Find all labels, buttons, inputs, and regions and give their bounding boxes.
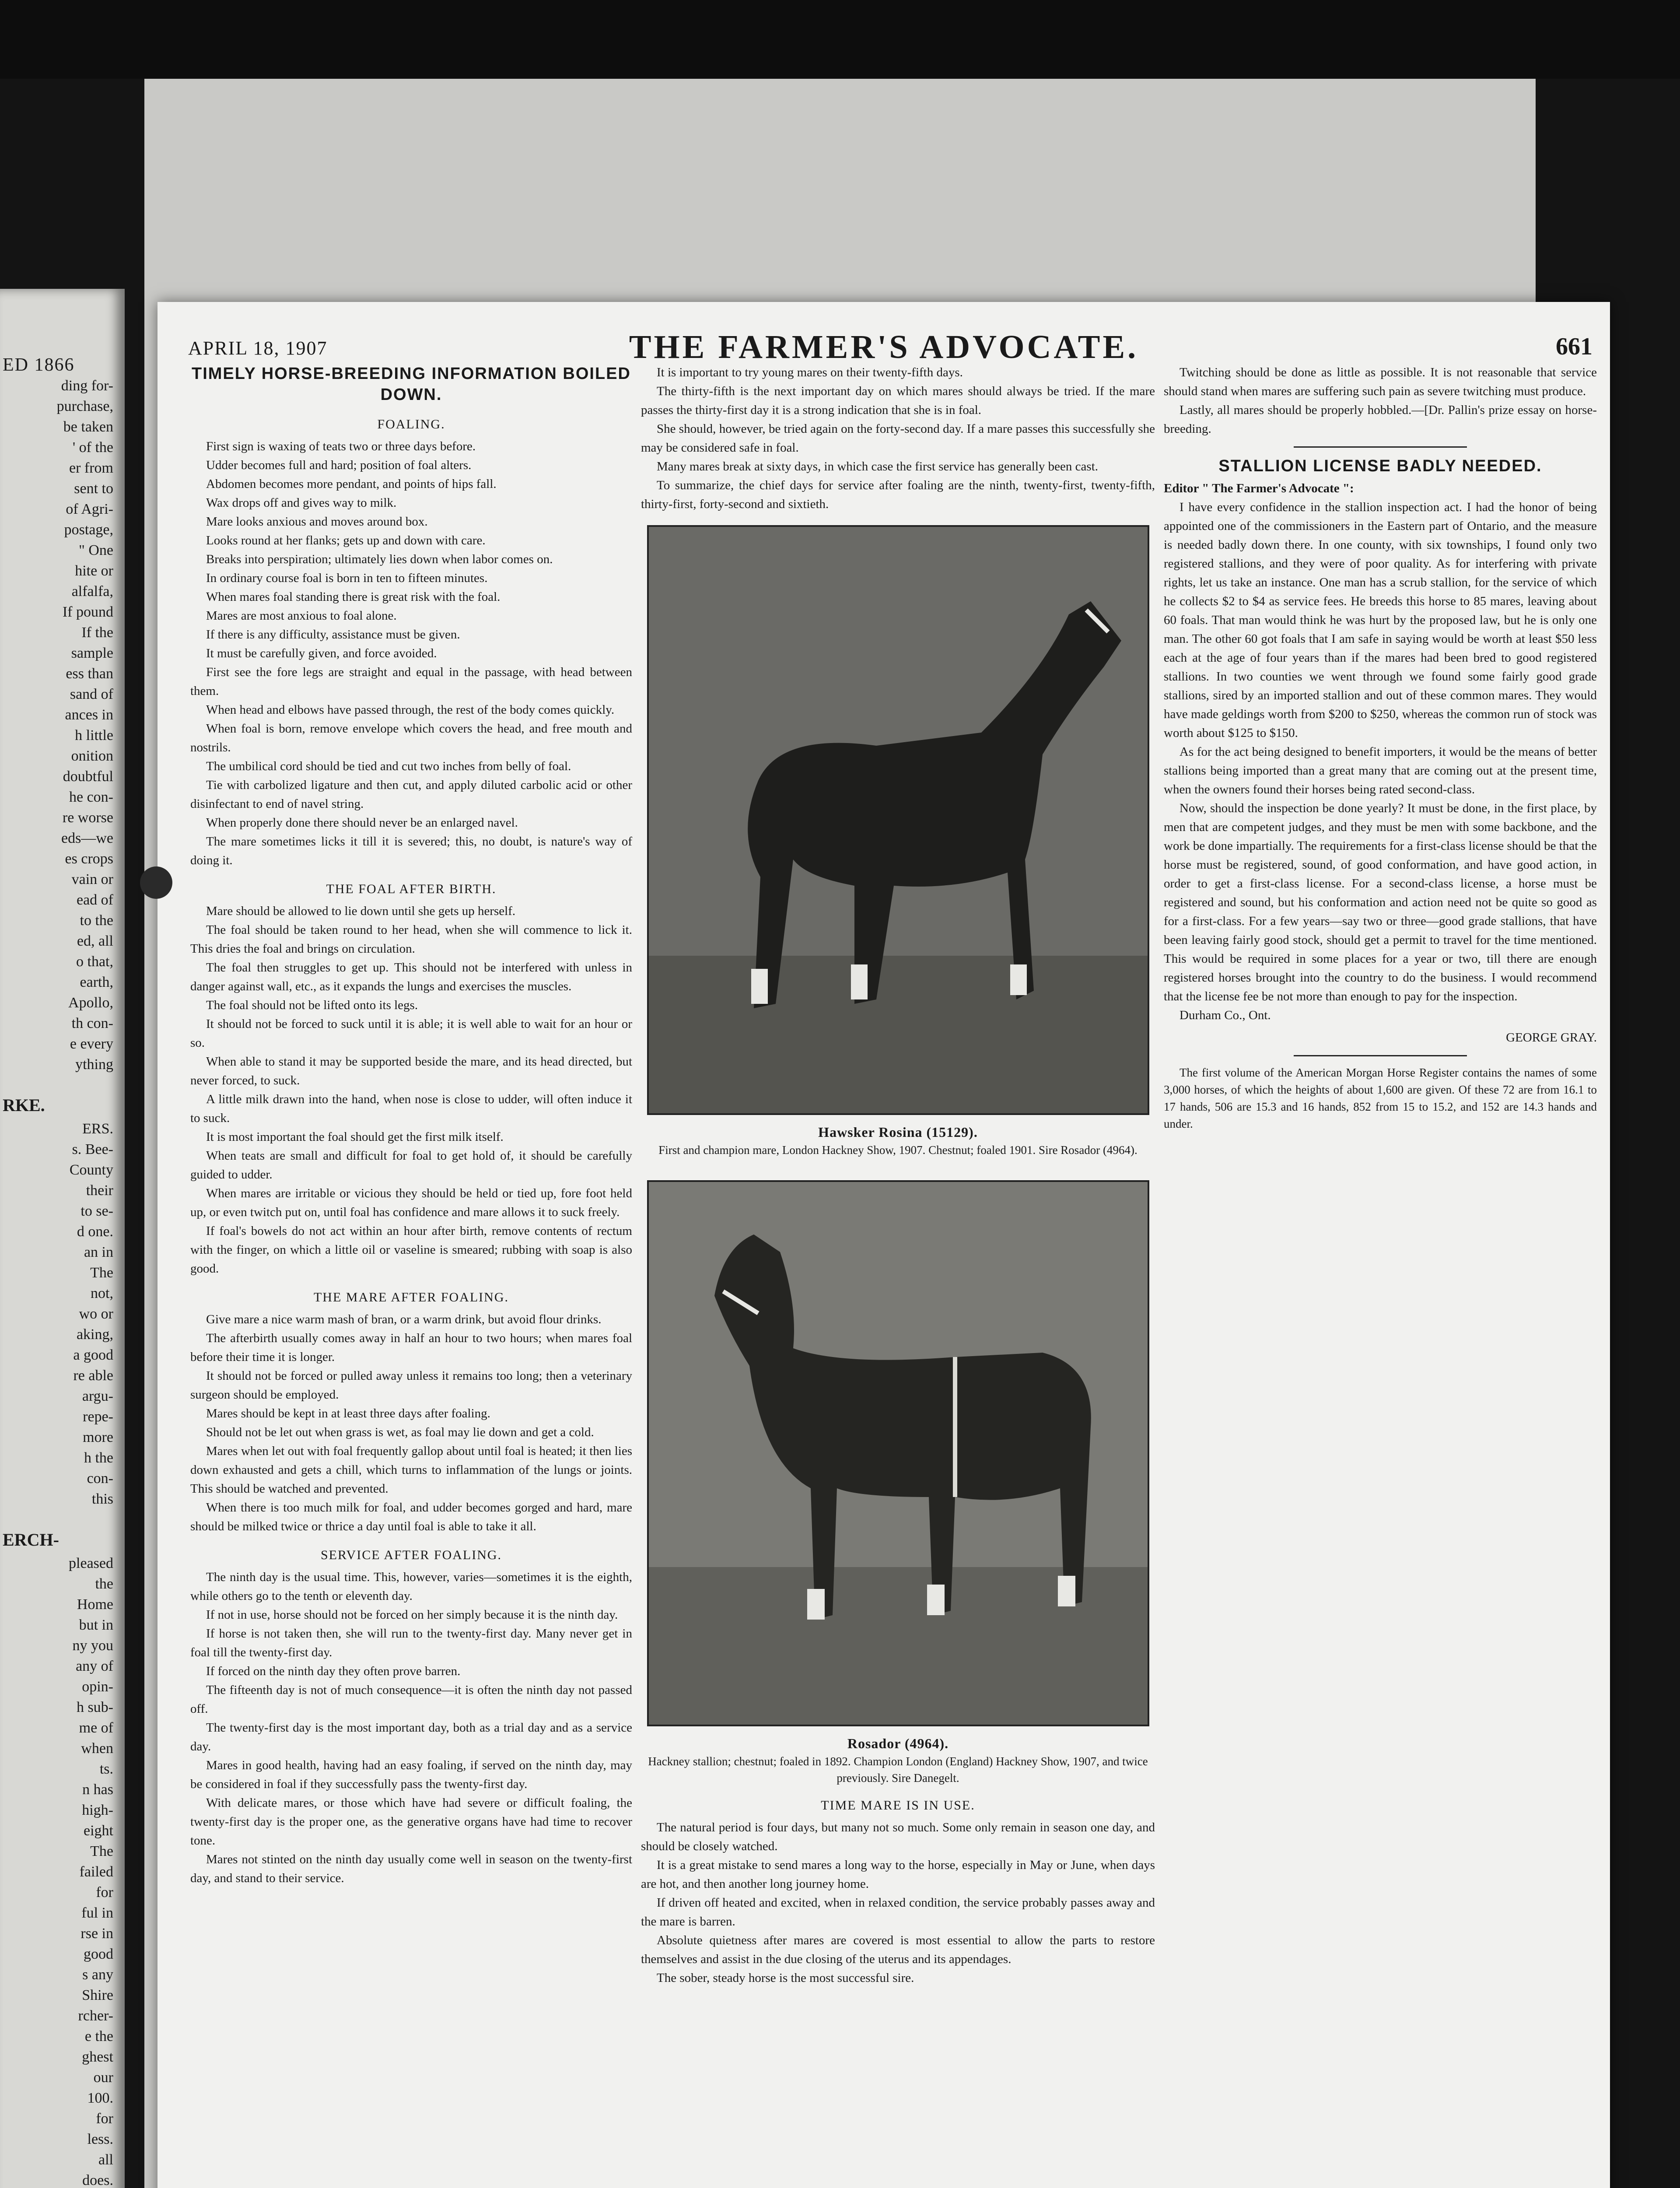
horse-silhouette xyxy=(649,1182,1148,1725)
strip-text-line: re worse xyxy=(62,810,113,826)
strip-text-line: ful in xyxy=(81,1905,113,1921)
strip-text-line: ts. xyxy=(99,1761,113,1777)
previous-page-section-heading: ERCH- xyxy=(3,1530,59,1550)
strip-text-line: more xyxy=(83,1429,113,1445)
paragraph: Mares are most anxious to foal alone. xyxy=(206,609,397,623)
page-header xyxy=(158,302,1610,363)
paragraph: The ninth day is the usual time. This, however, varies—sometimes it is the eighth, while others go to the tenth or eleventh day. xyxy=(190,1570,632,1603)
paragraph: It is important to try young mares on their twenty-fifth days. xyxy=(657,365,963,379)
paragraph: The foal should not be lifted onto its legs. xyxy=(206,998,418,1012)
paragraph: Give mare a nice warm mash of bran, or a warm drink, but avoid flour drinks. xyxy=(206,1312,602,1326)
strip-text-line: high- xyxy=(82,1802,113,1818)
strip-text-line: does. xyxy=(82,2172,113,2188)
strip-text-line: con- xyxy=(87,1470,113,1487)
paragraph-group xyxy=(190,437,632,870)
strip-text-line: aking, xyxy=(76,1326,113,1343)
paragraph: Absolute quietness after mares are covered is most essential to allow the parts to restore themselves and assist in the due closing of the uterus and its appendages. xyxy=(641,1933,1155,1966)
paragraph: First sign is waxing of teats two or three days before. xyxy=(206,439,476,453)
paragraph-group xyxy=(641,1818,1155,1988)
paragraph-group xyxy=(1164,498,1597,1006)
strip-text-line: sample xyxy=(71,645,113,661)
photo-caption: First and champion mare, London Hackney Show, 1907. Chestnut; foaled 1901. Sire Rosador (4964). xyxy=(658,1143,1138,1157)
strip-text-line: Home xyxy=(77,1596,113,1613)
paragraph: Many mares break at sixty days, in which case the first service has generally been cast. xyxy=(657,459,1098,473)
strip-text-line: me of xyxy=(79,1720,113,1736)
masthead-title: THE FARMER'S ADVOCATE. xyxy=(629,329,1139,365)
strip-text-line: Shire xyxy=(82,1987,113,2003)
strip-text-line: If pound xyxy=(62,604,113,620)
paragraph: As for the act being designed to benefit importers, it would be the means of better stallions being imported than a great many that are coming out at the present time, when the owners found their horses being rated second-class. xyxy=(1164,745,1597,796)
strip-text-line: eight xyxy=(84,1823,113,1839)
strip-text-line: doubtful xyxy=(63,768,113,785)
paragraph: She should, however, be tried again on the forty-second day. If a mare passes this successfully she may be considered safe in foal. xyxy=(641,422,1155,455)
strip-text-line: a good xyxy=(73,1347,113,1363)
strip-text-line: for xyxy=(96,2111,113,2127)
strip-text-line: If the xyxy=(81,624,113,641)
paragraph: The mare sometimes licks it till it is severed; this, no doubt, is nature's way of doing it. xyxy=(190,835,632,867)
paragraph: The twenty-first day is the most important day, both as a trial day and as a service day. xyxy=(190,1721,632,1753)
column-rule xyxy=(1294,1055,1467,1056)
strip-text-line: o that, xyxy=(76,954,113,970)
strip-text-line: h the xyxy=(84,1450,113,1466)
strip-text-line: ERS. xyxy=(82,1121,113,1137)
previous-page-header: ED 1866 xyxy=(3,355,75,375)
strip-text-line: er from xyxy=(69,460,113,476)
strip-text-line: this xyxy=(91,1491,113,1507)
strip-text-line: good xyxy=(84,1946,113,1962)
paragraph: If horse is not taken then, she will run to the twenty-first day. Many never get in foal till the twenty-first day. xyxy=(190,1627,632,1659)
paragraph: Mares in good health, having had an easy foaling, if served on the ninth day, may be considered in foal if they successfully pass the twenty-first day. xyxy=(190,1758,632,1791)
horse-photo-stallion xyxy=(647,1180,1149,1726)
section-subhead: FOALING. xyxy=(377,417,445,431)
strip-text-line: pleased xyxy=(69,1555,113,1571)
strip-text-line: ' of the xyxy=(73,439,113,456)
strip-text-line: County xyxy=(69,1162,113,1178)
paragraph: If foal's bowels do not act within an hour after birth, remove contents of rectum with the finger, on which a little oil or vaseline is smeared; rubbing with soap is also good. xyxy=(190,1224,632,1276)
column-rule xyxy=(1294,446,1467,448)
paragraph: Wax drops off and gives way to milk. xyxy=(206,496,397,510)
paragraph-group xyxy=(190,902,632,1278)
paragraph: It must be carefully given, and force avoided. xyxy=(206,646,437,660)
paragraph: When foal is born, remove envelope which covers the head, and free mouth and nostrils. xyxy=(190,722,632,754)
strip-text-line: be taken xyxy=(63,419,113,435)
paragraph: First see the fore legs are straight and equal in the passage, with head between them. xyxy=(190,665,632,698)
strip-text-line: h sub- xyxy=(76,1699,113,1715)
strip-text-line: earth, xyxy=(80,974,113,990)
strip-text-line: ghest xyxy=(82,2049,113,2065)
paragraph: Abdomen becomes more pendant, and points of hips fall. xyxy=(206,477,497,491)
section-subhead: TIME MARE IS IN USE. xyxy=(821,1798,975,1813)
paragraph: Should not be let out when grass is wet, as foal may lie down and get a cold. xyxy=(206,1425,594,1439)
strip-text-line: rse in xyxy=(80,1925,113,1942)
paragraph: It should not be forced to suck until it is able; it is well able to wait for an hour or so. xyxy=(190,1017,632,1050)
article-column-2 xyxy=(641,363,1155,1988)
paragraph-group xyxy=(190,1310,632,1536)
strip-text-line: any of xyxy=(76,1658,113,1674)
strip-text-line: our xyxy=(93,2069,113,2086)
paragraph: The foal then struggles to get up. This should not be interfered with unless in danger against wall, etc., as it expands the lungs and exercises the muscles. xyxy=(190,961,632,993)
paragraph: Mares not stinted on the ninth day usually come well in season on the twenty-first day, and stand to their service. xyxy=(190,1852,632,1885)
previous-page-strip xyxy=(0,289,125,2188)
paragraph: Tie with carbolized ligature and then cut, and apply diluted carbolic acid or other disinfectant to end of navel string. xyxy=(190,778,632,811)
strip-text-line: hite or xyxy=(75,563,113,579)
strip-text-line: alfalfa, xyxy=(71,583,113,600)
paragraph: Lastly, all mares should be properly hobbled.—[Dr. Pallin's prize essay on horse-breeding. xyxy=(1164,403,1597,436)
paragraph: Mares should be kept in at least three days after foaling. xyxy=(206,1406,490,1420)
strip-text-line: d one. xyxy=(77,1224,113,1240)
paragraph: If there is any difficulty, assistance must be given. xyxy=(206,628,460,642)
strip-text-line: rcher- xyxy=(78,2008,113,2024)
strip-text-line: ed, all xyxy=(77,933,113,949)
paragraph: The umbilical cord should be tied and cut two inches from belly of foal. xyxy=(206,759,571,773)
paragraph: The foal should be taken round to her head, when she will commence to lick it. This dries the foal and brings on circulation. xyxy=(190,923,632,956)
paragraph: Mare looks anxious and moves around box. xyxy=(206,515,428,529)
strip-text-line: all xyxy=(98,2152,113,2168)
paragraph: The sober, steady horse is the most successful sire. xyxy=(657,1971,914,1985)
paragraph-group xyxy=(190,1568,632,1888)
section-subhead: THE FOAL AFTER BIRTH. xyxy=(326,882,497,896)
letter-sign-place: Durham Co., Ont. xyxy=(1180,1008,1271,1022)
strip-text-line: purchase, xyxy=(56,398,113,414)
paragraph-group xyxy=(641,363,1155,514)
strip-text-line: e the xyxy=(84,2028,113,2044)
strip-text-line: failed xyxy=(79,1864,113,1880)
strip-text-line: to the xyxy=(80,912,113,929)
strip-text-line: he con- xyxy=(69,789,113,805)
paragraph: When mares foal standing there is great risk with the foal. xyxy=(206,590,500,604)
paragraph-group xyxy=(1164,363,1597,438)
strip-text-line: the xyxy=(95,1576,113,1592)
strip-text-line: ding for- xyxy=(61,378,113,394)
section-subhead: SERVICE AFTER FOALING. xyxy=(320,1548,502,1562)
horse-photo-mare xyxy=(647,525,1149,1115)
paragraph: If not in use, horse should not be forced on her simply because it is the ninth day. xyxy=(206,1608,618,1622)
paragraph: It is most important the foal should get the first milk itself. xyxy=(206,1130,504,1144)
paragraph: When mares are irritable or vicious they should be held or tied up, fore foot held up, or even twitch put on, until foal has confidence and mare allows it to suck freely. xyxy=(190,1186,632,1219)
letter-signature: GEORGE GRAY. xyxy=(1506,1031,1597,1045)
paragraph: Udder becomes full and hard; position of foal alters. xyxy=(206,458,472,472)
morgan-register-note: The first volume of the American Morgan Horse Register contains the names of some 3,000 horses, of which the heights of about 1,600 are given. Of these 72 are from 16.1 to 17 hands, 506 are 15.3 and 16 hands, 852 from 15 to 15.2, and 152 are 14.3 hands and under. xyxy=(1164,1066,1597,1130)
paragraph: I have every confidence in the stallion inspection act. I had the honor of being appointed one of the commissioners in the Eastern part of Ontario, and the measure is needed badly down there. In one county, with six townships, I found only two registered stallions, and they were of poor quality. As for interfering with private rights, let us take an instance. One man has a scrub stallion, for the service of which he collects $2 to $4 as service fees. He breeds this horse to 85 mares, leaving about 60 foals. That man would think he was hurt by the proposed law, but he is only one man. The other 60 got foals that I am safe in saying would be worth at least $50 less each at the age of four years than if the mares had been bred to good registered stallions. In two counties we went through we found some fairly good grade stallions, sired by an imported stallion and out of these common mares. They would have made geldings worth from $200 to $250, whereas the common run of stock was worth about $125 to $150. xyxy=(1164,500,1597,740)
strip-text-line: their xyxy=(86,1182,113,1199)
strip-text-line: argu- xyxy=(82,1388,113,1404)
paragraph: The natural period is four days, but many not so much. Some only remain in season one day, and should be closely watched. xyxy=(641,1820,1155,1853)
page-number: 661 xyxy=(1556,333,1592,360)
article-column-3 xyxy=(1164,363,1597,1133)
strip-text-line: es crops xyxy=(65,851,113,867)
strip-text-line: postage, xyxy=(64,522,113,538)
photo-caption-title: Rosador (4964). xyxy=(847,1736,949,1751)
strip-text-line: an in xyxy=(84,1244,113,1260)
paragraph: Twitching should be done as little as possible. It is not reasonable that service should stand when mares are suffering such pain as severe twitching must produce. xyxy=(1164,365,1597,398)
strip-text-line: of Agri- xyxy=(66,501,113,517)
paragraph: The afterbirth usually comes away in half an hour to two hours; when mares foal before their time it is longer. xyxy=(190,1331,632,1364)
paragraph: The thirty-fifth is the next important day on which mares should always be tried. If the mare passes the thirty-first day it is a strong indication that she is in foal. xyxy=(641,384,1155,417)
paragraph: The fifteenth day is not of much consequence—it is often the ninth day not passed off. xyxy=(190,1683,632,1716)
strip-text-line: onition xyxy=(71,748,113,764)
paragraph: With delicate mares, or those which have had severe or difficult foaling, the twenty-first day is the proper one, as the generative organs have had time to recover tone. xyxy=(190,1796,632,1848)
strip-text-line: opin- xyxy=(82,1679,113,1695)
strip-text-line: h little xyxy=(75,727,113,743)
paragraph: Mare should be allowed to lie down until she gets up herself. xyxy=(206,904,516,918)
strip-text-line: Apollo, xyxy=(68,995,113,1011)
strip-text-line: n has xyxy=(82,1781,113,1798)
strip-text-line: 100. xyxy=(87,2090,113,2106)
strip-text-line: sand of xyxy=(70,686,113,702)
article-headline: STALLION LICENSE BADLY NEEDED. xyxy=(1218,457,1542,475)
paragraph: When properly done there should never be an enlarged navel. xyxy=(206,816,518,830)
strip-text-line: " One xyxy=(78,542,113,558)
strip-text-line: repe- xyxy=(83,1409,113,1425)
strip-text-line: when xyxy=(81,1740,113,1757)
paragraph: If forced on the ninth day they often prove barren. xyxy=(206,1664,461,1678)
strip-text-line: less. xyxy=(87,2131,113,2147)
strip-text-line: not, xyxy=(91,1285,113,1301)
strip-text-line: ances in xyxy=(65,707,113,723)
issue-date: APRIL 18, 1907 xyxy=(188,337,328,359)
paragraph: When able to stand it may be supported beside the mare, and its head directed, but never forced, to suck. xyxy=(190,1055,632,1087)
paragraph: Mares when let out with foal frequently gallop about until foal is heated; it then lies down exhausted and gets a chill, which turns to inflammation of the lungs or joints. This should be watched and prevented. xyxy=(190,1444,632,1496)
strip-text-line: The xyxy=(90,1265,113,1281)
strip-text-line: but in xyxy=(79,1617,113,1633)
strip-text-line: e every xyxy=(70,1036,113,1052)
section-subhead: THE MARE AFTER FOALING. xyxy=(313,1290,509,1304)
paragraph: In ordinary course foal is born in ten to fifteen minutes. xyxy=(206,571,488,585)
strip-text-line: re able xyxy=(73,1368,113,1384)
strip-text-line: wo or xyxy=(79,1306,113,1322)
strip-text-line: eds—we xyxy=(61,830,113,846)
strip-text-line: ead of xyxy=(76,892,113,908)
strip-text-line: vain or xyxy=(71,871,113,887)
paragraph: When teats are small and difficult for foal to get hold of, it should be carefully guided to udder. xyxy=(190,1149,632,1182)
paragraph: It is a great mistake to send mares a long way to the horse, especially in May or June, when days are hot, and then another long journey home. xyxy=(641,1858,1155,1891)
photo-caption: Hackney stallion; chestnut; foaled in 1892. Champion London (England) Hackney Show, 1907, and twice previously. Sire Danegelt. xyxy=(648,1755,1148,1785)
horse-silhouette xyxy=(649,527,1148,1113)
strip-text-line: ess than xyxy=(66,666,113,682)
scanned-page xyxy=(144,79,1597,2188)
paragraph: When head and elbows have passed through, the rest of the body comes quickly. xyxy=(206,703,615,717)
strip-text-line: s any xyxy=(82,1967,113,1983)
strip-text-line: for xyxy=(96,1884,113,1900)
paragraph: Looks round at her flanks; gets up and down with care. xyxy=(206,533,486,547)
previous-page-text-block xyxy=(0,375,125,1075)
article-column-1 xyxy=(190,363,632,1888)
paragraph: To summarize, the chief days for service after foaling are the ninth, twenty-first, twenty-fifth, thirty-first, forty-second and sixtieth. xyxy=(641,478,1155,511)
paragraph: Now, should the inspection be done yearly? It must be done, in the first place, by men that are competent judges, and they must be men with some backbone, and the work be done impartially. The requirements for a first-class license should be that the horse must be registered, sound, of good conformation, and have good action, in order to get a first-class license. For a second-class license, a horse must be registered and sound, but his conformation and action need not be quite so good as for a first-class. For a few years—say two or three—good grade stallions, that have been leaving fairly good stock, should get a permit to travel for the time mentioned. This would be required in some places for a year or two, till there are enough registered horses brought into the country to do the business. I would recommend that the license fee be not more than enough to pay for the inspection. xyxy=(1164,801,1597,1003)
scanner-frame-top xyxy=(0,0,1680,79)
photo-caption-title: Hawsker Rosina (15129). xyxy=(818,1124,978,1140)
newspaper-page xyxy=(158,302,1610,2188)
letter-salutation: Editor " The Farmer's Advocate ": xyxy=(1164,481,1354,495)
previous-page-text-block xyxy=(0,1553,125,2188)
strip-text-line: The xyxy=(90,1843,113,1859)
strip-text-line: ny you xyxy=(72,1637,113,1654)
strip-text-line: ything xyxy=(75,1056,113,1073)
paragraph: If driven off heated and excited, when in relaxed condition, the service probably passes away and the mare is barren. xyxy=(641,1896,1155,1929)
paragraph: A little milk drawn into the hand, when nose is close to udder, will often induce it to suck. xyxy=(190,1092,632,1125)
previous-page-text-block xyxy=(0,1119,125,1509)
strip-text-line: th con- xyxy=(71,1015,113,1031)
paragraph: It should not be forced or pulled away unless it remains too long; then a veterinary surgeon should be employed. xyxy=(190,1369,632,1402)
article-headline: TIMELY HORSE-BREEDING INFORMATION BOILED DOWN. xyxy=(191,365,631,404)
strip-text-line: to se- xyxy=(80,1203,113,1219)
paragraph: Breaks into perspiration; ultimately lies down when labor comes on. xyxy=(206,552,553,566)
paragraph: When there is too much milk for foal, and udder becomes gorged and hard, mare should be milked twice or thrice a day until foal is able to take it all. xyxy=(190,1501,632,1533)
binding-hole xyxy=(140,866,172,899)
strip-text-line: s. Bee- xyxy=(72,1141,113,1157)
strip-text-line: sent to xyxy=(74,480,113,497)
previous-page-section-heading: RKE. xyxy=(3,1095,45,1115)
